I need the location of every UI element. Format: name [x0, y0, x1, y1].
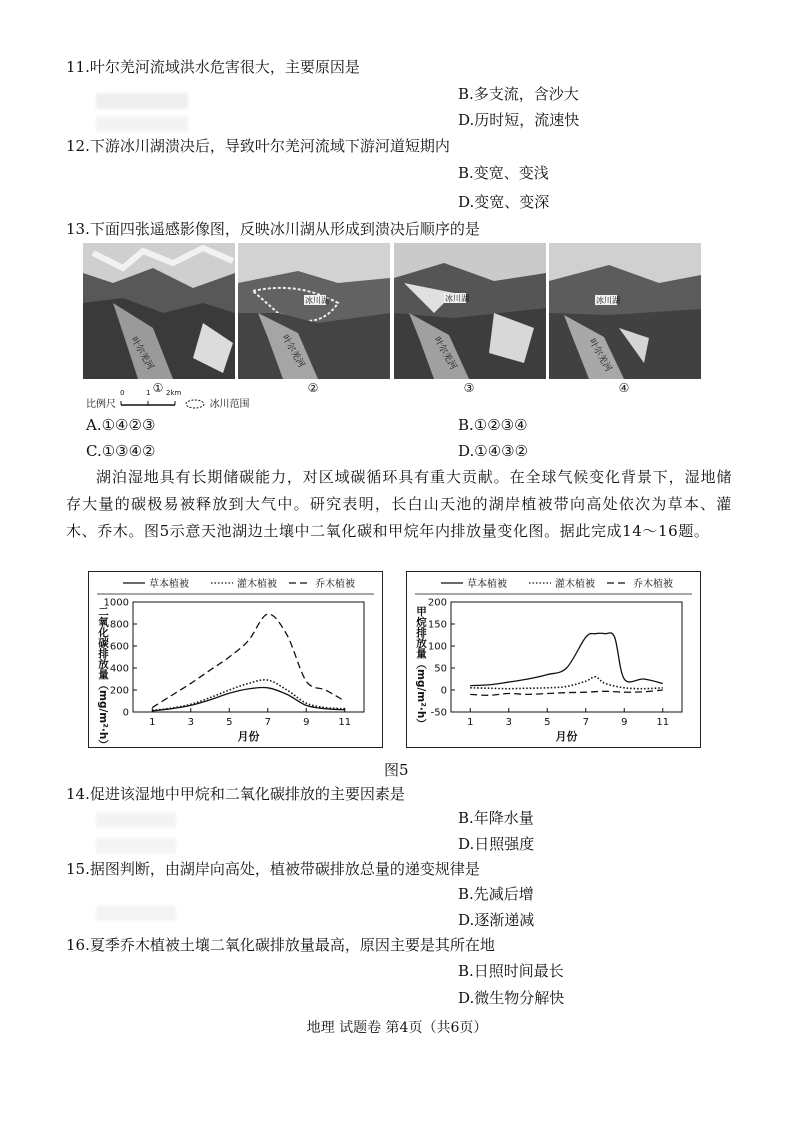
svg-text:冰川湖: 冰川湖: [596, 296, 620, 305]
q15-stem: 15.据图判断，由湖岸向高处，植被带碳排放总量的递变规律是: [66, 860, 480, 878]
glacier-extent-icon: [184, 398, 206, 410]
series-line-0: [152, 687, 345, 710]
methane-emission-chart: [406, 571, 701, 748]
y-axis-label: 甲烷排放量（mg/m²·h）: [415, 606, 427, 729]
series-line-1: [470, 677, 663, 689]
q11-opt-a-obscured: [96, 93, 188, 109]
legend-label-1: 灌木植被: [555, 579, 595, 590]
q14-opt-a-obscured: [96, 812, 176, 828]
x-axis-label: 月份: [237, 730, 260, 743]
q15-option-b[interactable]: B.先减后增: [458, 885, 534, 903]
q13-option-b[interactable]: B.①②③④: [458, 416, 528, 434]
scale-bar-icon: [119, 398, 177, 410]
svg-text:叶尔羌河: 叶尔羌河: [431, 335, 459, 372]
legend-label-0: 草本植被: [149, 579, 189, 590]
q11-option-b[interactable]: B.多支流，含沙大: [458, 85, 579, 103]
q15-opt-c-obscured: [96, 905, 176, 921]
remote-sensing-image-2: [238, 243, 390, 379]
plot-area: [133, 602, 364, 712]
series-line-2: [152, 614, 345, 708]
svg-text:叶尔羌河: 叶尔羌河: [279, 333, 307, 370]
q13-option-c[interactable]: C.①③④②: [86, 442, 156, 460]
y-tick-label: 1000: [103, 597, 129, 609]
x-tick-label: 1: [149, 717, 156, 728]
q11-option-d[interactable]: D.历时短，流速快: [458, 111, 580, 129]
x-tick-label: 1: [467, 717, 474, 728]
y-tick-label: 0: [122, 707, 129, 719]
x-tick-label: 9: [303, 717, 310, 728]
y-tick-label: 150: [427, 619, 447, 631]
q12-option-d[interactable]: D.变宽、变深: [458, 193, 550, 211]
q16-option-b[interactable]: B.日照时间最长: [458, 962, 564, 980]
svg-text:叶尔羌河: 叶尔羌河: [586, 337, 614, 374]
scale-label: 比例尺: [86, 399, 116, 410]
legend-label-2: 乔木植被: [315, 579, 355, 590]
page-footer: 地理 试题卷 第4页（共6页）: [306, 1020, 488, 1036]
x-tick-label: 5: [226, 717, 233, 728]
x-tick-label: 7: [582, 717, 589, 728]
y-tick-label: 100: [427, 641, 447, 653]
y-tick-label: 400: [109, 663, 129, 675]
x-tick-label: 5: [544, 717, 551, 728]
q14-option-d[interactable]: D.日照强度: [458, 835, 535, 853]
svg-text:冰川湖: 冰川湖: [305, 296, 329, 305]
image-label-3: ③: [463, 381, 475, 395]
q16-stem: 16.夏季乔木植被土壤二氧化碳排放量最高，原因主要是其所在地: [66, 936, 495, 954]
legend-label-2: 乔木植被: [633, 579, 673, 590]
remote-sensing-image-3: [394, 243, 546, 379]
q14-option-b[interactable]: B.年降水量: [458, 809, 534, 827]
x-tick-label: 7: [264, 717, 271, 728]
q13-option-d[interactable]: D.①④③②: [458, 442, 529, 460]
legend-label-0: 草本植被: [467, 579, 507, 590]
series-line-0: [470, 633, 663, 686]
series-line-1: [152, 680, 345, 711]
image-label-1: ①: [152, 381, 164, 395]
y-tick-label: -50: [430, 707, 447, 719]
y-tick-label: 0: [440, 685, 447, 697]
y-tick-label: 50: [434, 663, 447, 675]
map-scale-legend: 比例尺 0 1 2km 冰川范围: [86, 389, 250, 410]
y-tick-label: 800: [109, 619, 129, 631]
q15-option-d[interactable]: D.逐渐递减: [458, 911, 535, 929]
y-axis-label: 二氧化碳排放量（mg/m²·h）: [97, 606, 109, 747]
glacier-legend-label: 冰川范围: [209, 399, 250, 410]
remote-sensing-image-1: [83, 243, 235, 379]
series-line-2: [470, 690, 663, 695]
q14-opt-c-obscured: [96, 838, 176, 854]
q12-stem: 12.下游冰川湖溃决后，导致叶尔羌河流域下游河道短期内: [66, 137, 450, 155]
q13-stem: 13.下面四张遥感影像图，反映冰川湖从形成到溃决后顺序的是: [66, 220, 480, 238]
co2-emission-chart: [88, 571, 383, 748]
x-tick-label: 11: [338, 717, 352, 728]
x-tick-label: 3: [505, 717, 512, 728]
passage: 湖泊湿地具有长期储碳能力，对区域碳循环具有重大贡献。在全球气候变化背景下，湿地储存大量的碳极易被释放到大气中。研究表明，长白山天池的湖岸植被带向高处依次为草本、灌木、乔木。图5示意天池湖边土壤中二氧化碳和甲烷年内排放量变化图。据此完成14～16题。: [66, 468, 732, 540]
x-tick-label: 11: [656, 717, 670, 728]
figure-caption: 图5: [384, 761, 409, 779]
q11-opt-c-obscured: [96, 116, 188, 132]
q11-stem: 11.叶尔羌河流域洪水危害很大，主要原因是: [66, 58, 360, 76]
q12-option-b[interactable]: B.变宽、变浅: [458, 164, 549, 182]
remote-sensing-image-4: [549, 243, 701, 379]
q14-stem: 14.促进该湿地中甲烷和二氧化碳排放的主要因素是: [66, 785, 405, 803]
svg-text:冰川湖: 冰川湖: [445, 294, 469, 303]
x-axis-label: 月份: [555, 730, 578, 743]
x-tick-label: 3: [187, 717, 194, 728]
legend-label-1: 灌木植被: [237, 579, 277, 590]
y-tick-label: 200: [109, 685, 129, 697]
q13-option-a[interactable]: A.①④②③: [86, 416, 156, 434]
x-tick-label: 9: [621, 717, 628, 728]
image-label-2: ②: [307, 381, 319, 395]
river-label: 叶尔羌河: [128, 335, 156, 372]
y-tick-label: 200: [427, 597, 447, 609]
y-tick-label: 600: [109, 641, 129, 653]
q16-option-d[interactable]: D.微生物分解快: [458, 989, 565, 1007]
image-label-4: ④: [618, 381, 630, 395]
